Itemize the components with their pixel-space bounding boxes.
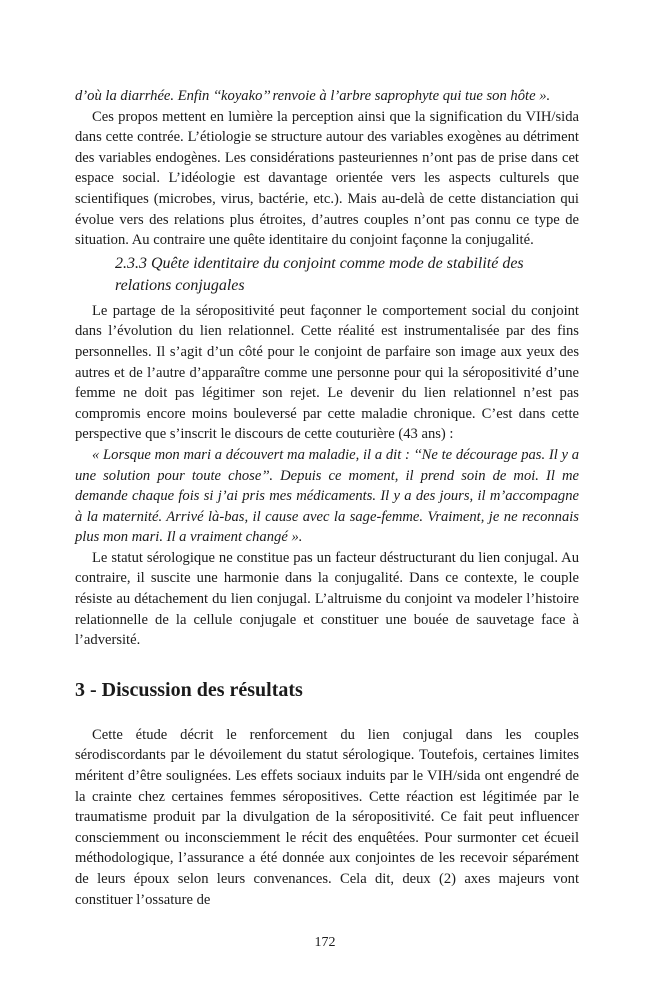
- section-heading: 3 - Discussion des résultats: [75, 678, 303, 701]
- quote-continuation: d’où la diarrhée. Enfin ‘‘koyako’’ renvoie à l’arbre saprophyte qui tue son hôte ».: [75, 88, 551, 104]
- body-paragraph: Le statut sérologique ne constitue pas un facteur déstructurant du lien conjugal. Au contraire, il suscite une harmonie dans la conjugalité. Dans ce contexte, le couple résiste au détachement du lien conjugal. L’altruisme du conjoint va modeler l’histoire relationnelle de la cellule conjugale et constituer une bouée de sauvetage face à l’adversité.: [75, 549, 579, 649]
- page-number: 172: [314, 935, 336, 950]
- interview-quote: « Lorsque mon mari a découvert ma maladie, il a dit : ‘‘Ne te décourage pas. Il y a une solution pour toute chose’’. Depuis ce moment, il prend soin de moi. Il me demande chaque fois si j’ai pris mes médicaments. Il y a des jours, il m’accompagne à la maternité. Arrivé là-bas, il cause avec la sage-femme. Vraiment, je ne reconnais plus mon mari. Il a vraiment changé ».: [75, 446, 579, 546]
- subsection-heading: 2.3.3 Quête identitaire du conjoint comme mode de stabilité des relations conjugales: [115, 254, 524, 294]
- page-body: [75, 86, 579, 910]
- body-paragraph: Le partage de la séropositivité peut façonner le comportement social du conjoint dans l’évolution du lien relationnel. Cette réalité est instrumentalisée par des fins personnelles. Il s’agit d’un côté pour le conjoint de parfaire son image aux yeux des autres et de l’autre d’apparaître comme une personne pour qui la séropositivité d’une femme ne doit pas légitimer son rejet. Le devenir du lien relationnel n’est pas compromis encore moins bouleversé par cette maladie chronique. C’est dans cette perspective que s’inscrit le discours de cette couturière (43 ans) :: [75, 302, 579, 443]
- body-paragraph: Ces propos mettent en lumière la perception ainsi que la signification du VIH/sida dans cette contrée. L’étiologie se structure autour des variables exogènes au détriment des variables endogènes. Les considérations pasteuriennes n’ont pas de prise dans cet espace social. L’idéologie est davantage orientée vers les aspects culturels que scientifiques (microbes, virus, bactérie, etc.). Mais au-delà de cette distanciation qui évolue vers des relations plus étroites, d’autres couples n’ont pas connu ce type de situation. Au contraire une quête identitaire du conjoint façonne la conjugalité.: [75, 108, 579, 249]
- body-paragraph: Cette étude décrit le renforcement du lien conjugal dans les couples sérodiscordants par le dévoilement du statut sérologique. Toutefois, certaines limites méritent d’être soulignées. Les effets sociaux induits par le VIH/sida ont engendré de la crainte chez certaines femmes séropositives. Cette réaction est légitimée par le traumatisme produit par la divulgation de la séropositivité. Ce fait peut influencer consciemment ou inconsciemment le récit des enquêtées. Pour surmonter cet écueil méthodologique, l’assurance a été donnée aux conjointes de les recevoir séparément de leurs époux selon leurs convenances. Cela dit, deux (2) axes majeurs vont constituer l’ossature de: [75, 726, 579, 908]
